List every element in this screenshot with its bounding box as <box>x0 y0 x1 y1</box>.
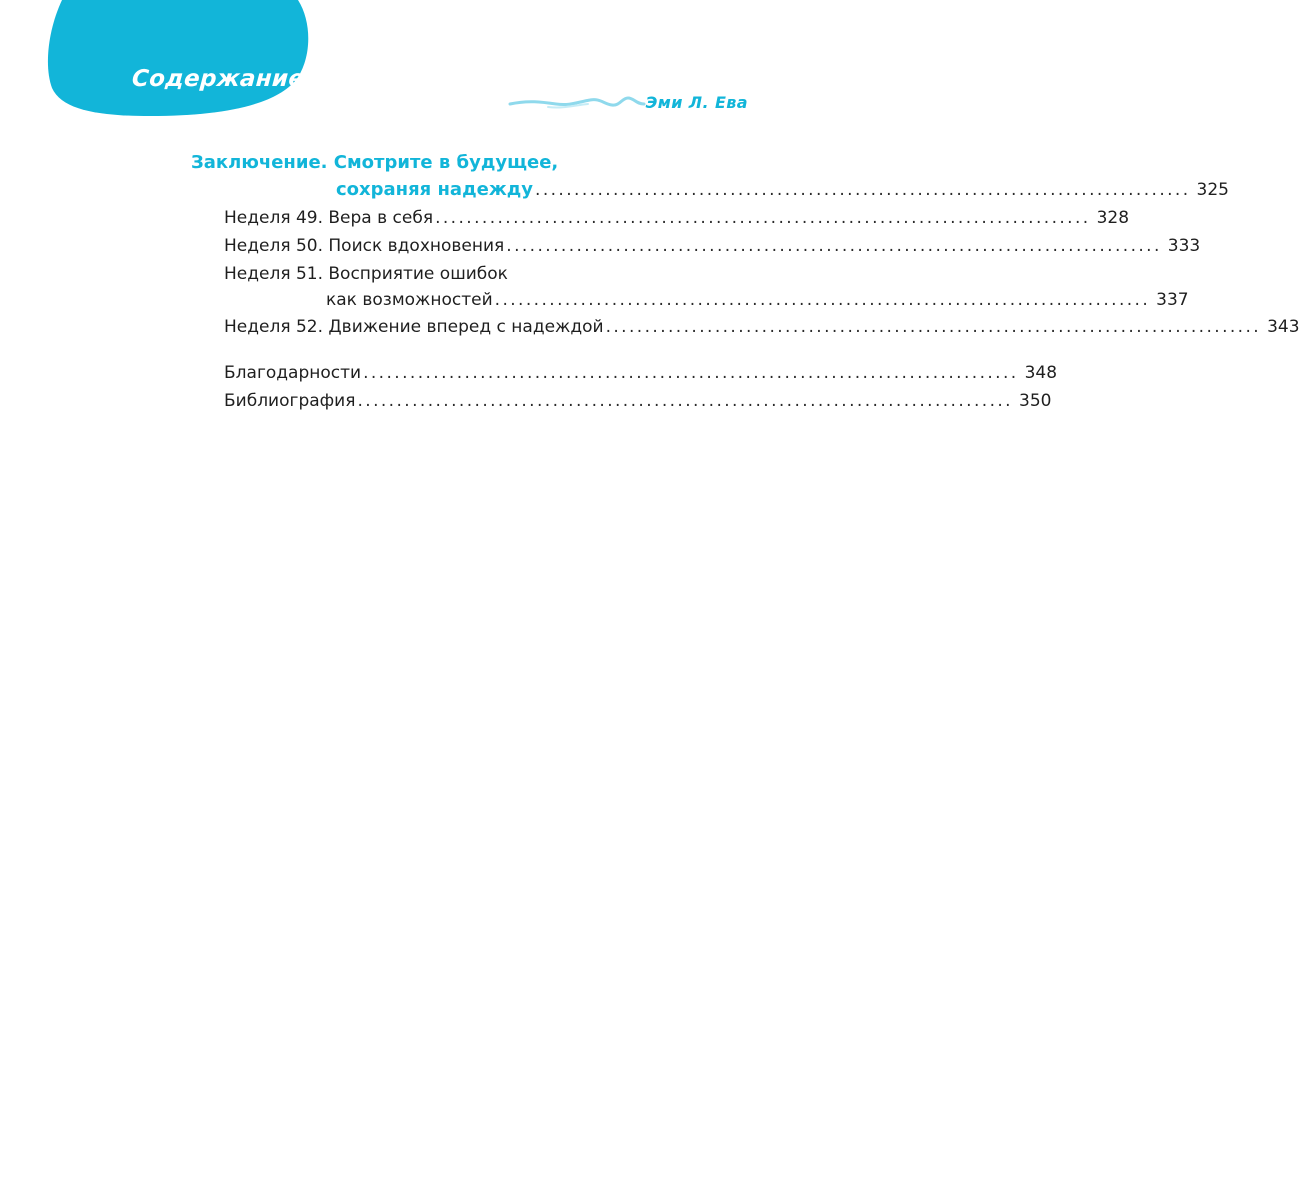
header-blob-shape <box>0 0 310 118</box>
page-number: 343 <box>1267 317 1300 337</box>
wave-ornament-icon <box>508 92 648 114</box>
dot-leader: .................................................................................... <box>605 317 1262 337</box>
page-number: 333 <box>1167 236 1201 256</box>
page-number: 328 <box>1096 208 1130 228</box>
toc-entry-acknowledgements[interactable] <box>224 360 1058 386</box>
dot-leader: .................................................................................... <box>435 208 1091 228</box>
section-title: Содержание <box>131 66 306 92</box>
page-number: 325 <box>1196 180 1229 200</box>
toc-entry-label: Неделя 52. Движение вперед с надеждой <box>224 317 604 337</box>
toc-entry-label: как возможностей <box>326 290 493 310</box>
toc-entry-week-52[interactable] <box>224 314 1300 340</box>
dot-leader: .................................................................................... <box>506 236 1162 256</box>
toc-conclusion-entry[interactable] <box>336 177 1229 203</box>
dot-leader: .................................................................................... <box>357 391 1013 411</box>
toc-entry-week-51-line1: Неделя 51. Восприятие ошибок <box>224 264 508 284</box>
page-number: 348 <box>1024 363 1058 383</box>
author-name: Эми Л. Ева <box>645 93 748 112</box>
toc-entry-label: Библиография <box>224 391 356 411</box>
dot-leader: .................................................................................... <box>535 180 1191 200</box>
toc-entry-week-50[interactable] <box>224 233 1201 259</box>
page-number: 337 <box>1156 290 1189 310</box>
toc-entry-label: Неделя 49. Вера в себя <box>224 208 434 228</box>
toc-entry-label: Неделя 50. Поиск вдохновения <box>224 236 505 256</box>
page-number: 350 <box>1019 391 1052 411</box>
toc-entry-bibliography[interactable] <box>224 388 1052 414</box>
dot-leader: .................................................................................... <box>363 363 1019 383</box>
toc-entry-week-49[interactable] <box>224 205 1130 231</box>
toc-conclusion-title-line1: Заключение. Смотрите в будущее, <box>191 152 559 173</box>
toc-conclusion-title-line2: сохраняя надежду <box>336 179 534 200</box>
dot-leader: .................................................................................... <box>494 290 1151 310</box>
toc-entry-label: Благодарности <box>224 363 362 383</box>
toc-entry-week-51[interactable] <box>326 287 1189 313</box>
